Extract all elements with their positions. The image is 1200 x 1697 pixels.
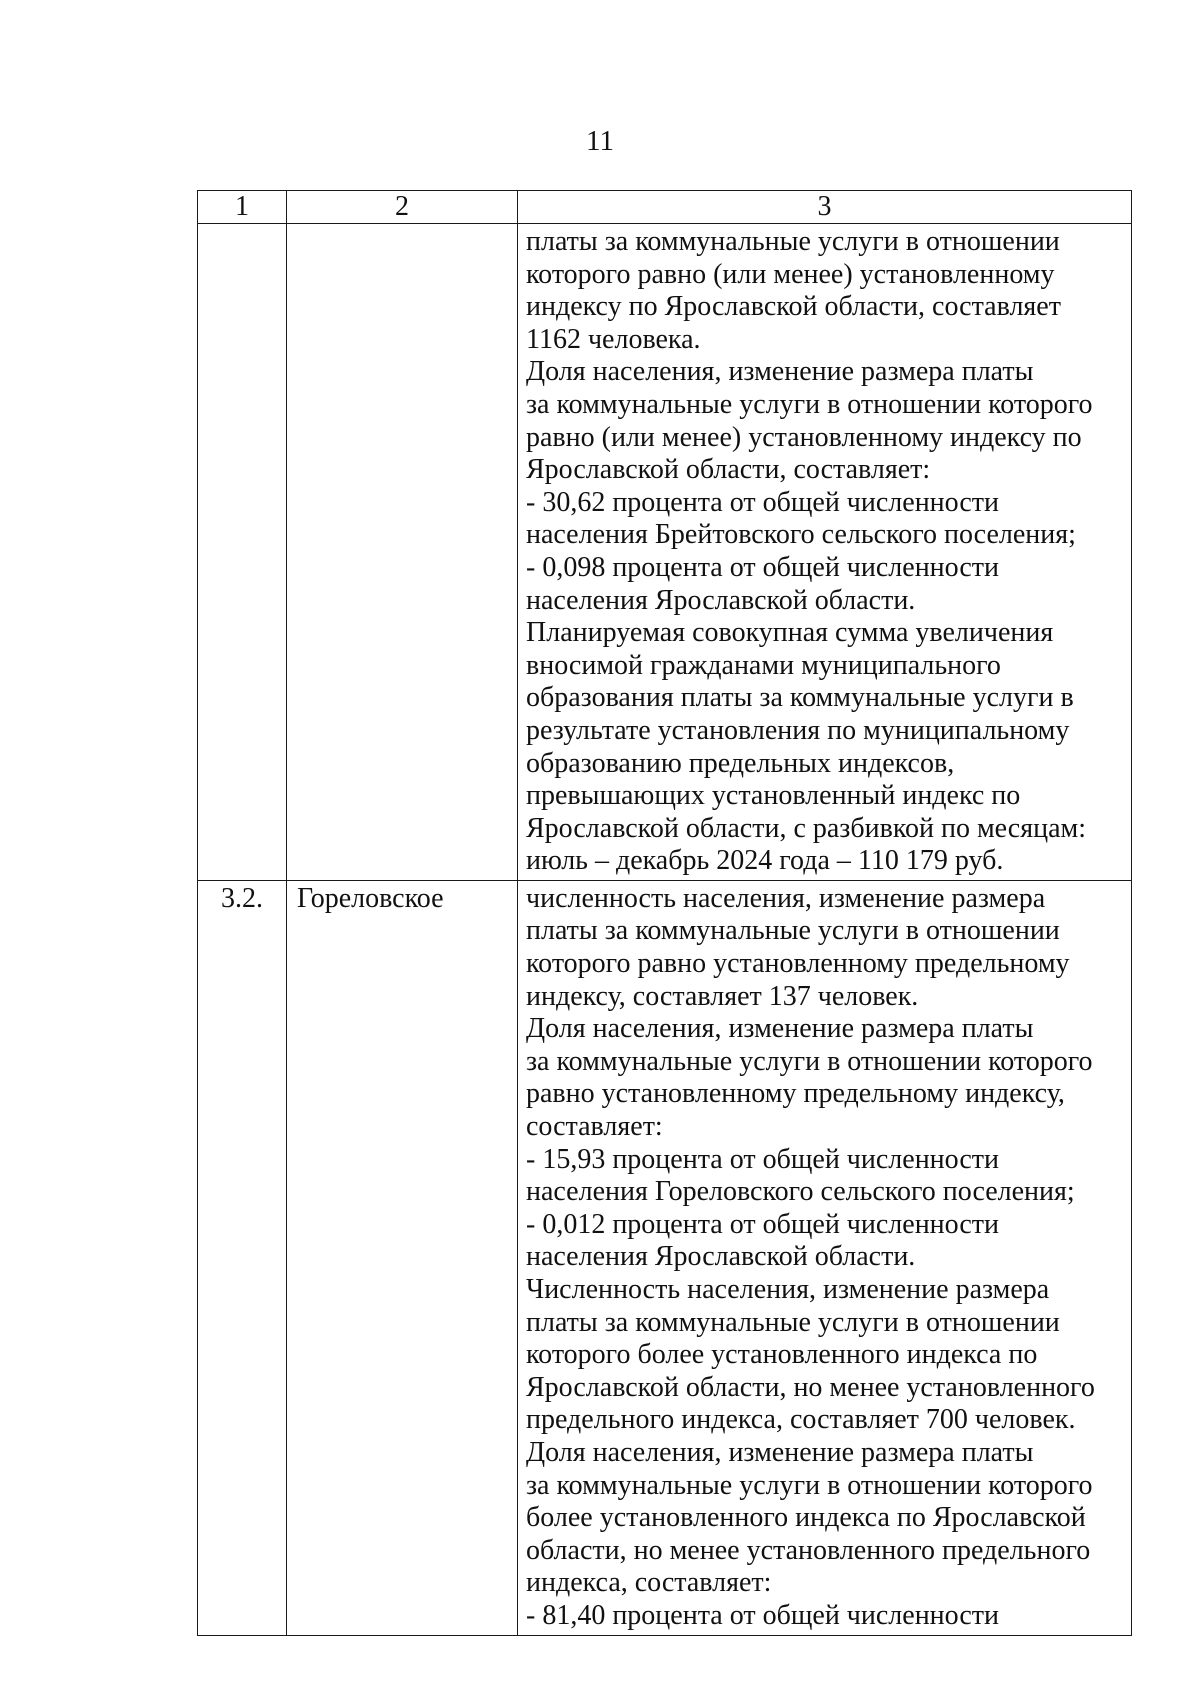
text-line: Планируемая совокупная сумма увеличения xyxy=(526,617,1054,649)
text-line: - 81,40 процента от общей численности xyxy=(526,1599,1000,1631)
text-line: индексу по Ярославской области, составляет xyxy=(526,291,1061,323)
description-cell xyxy=(518,880,1132,1635)
text-line: Ярославской области, с разбивкой по месяцам: xyxy=(526,812,1087,844)
text-line: численность населения, изменение размера xyxy=(526,882,1046,914)
row-number-cell xyxy=(198,224,287,881)
text-line: Доля населения, изменение размера платы xyxy=(526,356,1034,388)
text-line: июль – декабрь 2024 года – 110 179 руб. xyxy=(526,845,1004,877)
text-line: Доля населения, изменение размера платы xyxy=(526,1436,1034,1468)
text-line: области, но менее установленного предельного xyxy=(526,1534,1091,1566)
text-line: которого равно установленному предельному xyxy=(526,948,1070,980)
header-cell-col-2: 2 xyxy=(287,191,518,224)
text-line: результате установления по муниципальному xyxy=(526,714,1070,746)
row-number-cell: 3.2. xyxy=(198,880,287,1635)
settlement-name-cell xyxy=(287,224,518,881)
text-line: платы за коммунальные услуги в отношении xyxy=(526,915,1060,947)
text-line: - 0,098 процента от общей численности xyxy=(526,551,1000,583)
text-line: 1162 человека. xyxy=(526,323,701,355)
text-line: населения Ярославской области. xyxy=(526,584,916,616)
text-line: - 30,62 процента от общей численности xyxy=(526,486,1000,518)
text-line: Ярославской области, составляет: xyxy=(526,454,931,486)
text-line: образованию предельных индексов, xyxy=(526,747,955,779)
page-number: 11 xyxy=(586,125,614,157)
settlement-name-cell: Гореловское xyxy=(287,880,518,1635)
data-table xyxy=(197,190,1132,1636)
table-row xyxy=(198,224,1132,881)
text-line: - 15,93 процента от общей численности xyxy=(526,1143,1000,1175)
text-line: индекса, составляет: xyxy=(526,1567,772,1599)
text-line: более установленного индекса по Ярославской xyxy=(526,1502,1086,1534)
table-header-row xyxy=(198,191,1132,224)
text-line: составляет: xyxy=(526,1111,663,1143)
text-line: населения Ярославской области. xyxy=(526,1241,916,1273)
text-line: равно установленному предельному индексу, xyxy=(526,1078,1065,1110)
text-line: превышающих установленный индекс по xyxy=(526,780,1021,812)
text-line: индексу, составляет 137 человек. xyxy=(526,980,919,1012)
table-row xyxy=(198,880,1132,1635)
text-line: населения Брейтовского сельского поселения; xyxy=(526,519,1076,551)
text-line: за коммунальные услуги в отношении которого xyxy=(526,1469,1093,1501)
text-line: вносимой гражданами муниципального xyxy=(526,649,1001,681)
text-line: равно (или менее) установленному индексу по xyxy=(526,421,1082,453)
text-line: которого равно (или менее) установленному xyxy=(526,258,1055,290)
text-line: - 0,012 процента от общей численности xyxy=(526,1208,1000,1240)
text-line: Численность населения, изменение размера xyxy=(526,1274,1050,1305)
description-cell xyxy=(518,224,1132,881)
text-line: Доля населения, изменение размера платы xyxy=(526,1013,1034,1045)
text-line: платы за коммунальные услуги в отношении xyxy=(526,1306,1060,1338)
header-cell-col-1: 1 xyxy=(198,191,287,224)
text-line: образования платы за коммунальные услуги в xyxy=(526,682,1074,714)
text-line: которого более установленного индекса по xyxy=(526,1339,1038,1371)
header-cell-col-3: 3 xyxy=(518,191,1132,224)
text-line: за коммунальные услуги в отношении которого xyxy=(526,388,1093,420)
text-line: Ярославской области, но менее установленного xyxy=(526,1371,1095,1403)
text-line: населения Гореловского сельского поселения; xyxy=(526,1176,1075,1208)
text-line: платы за коммунальные услуги в отношении xyxy=(526,226,1060,257)
text-line: за коммунальные услуги в отношении которого xyxy=(526,1045,1093,1077)
text-line: предельного индекса, составляет 700 человек. xyxy=(526,1404,1076,1436)
